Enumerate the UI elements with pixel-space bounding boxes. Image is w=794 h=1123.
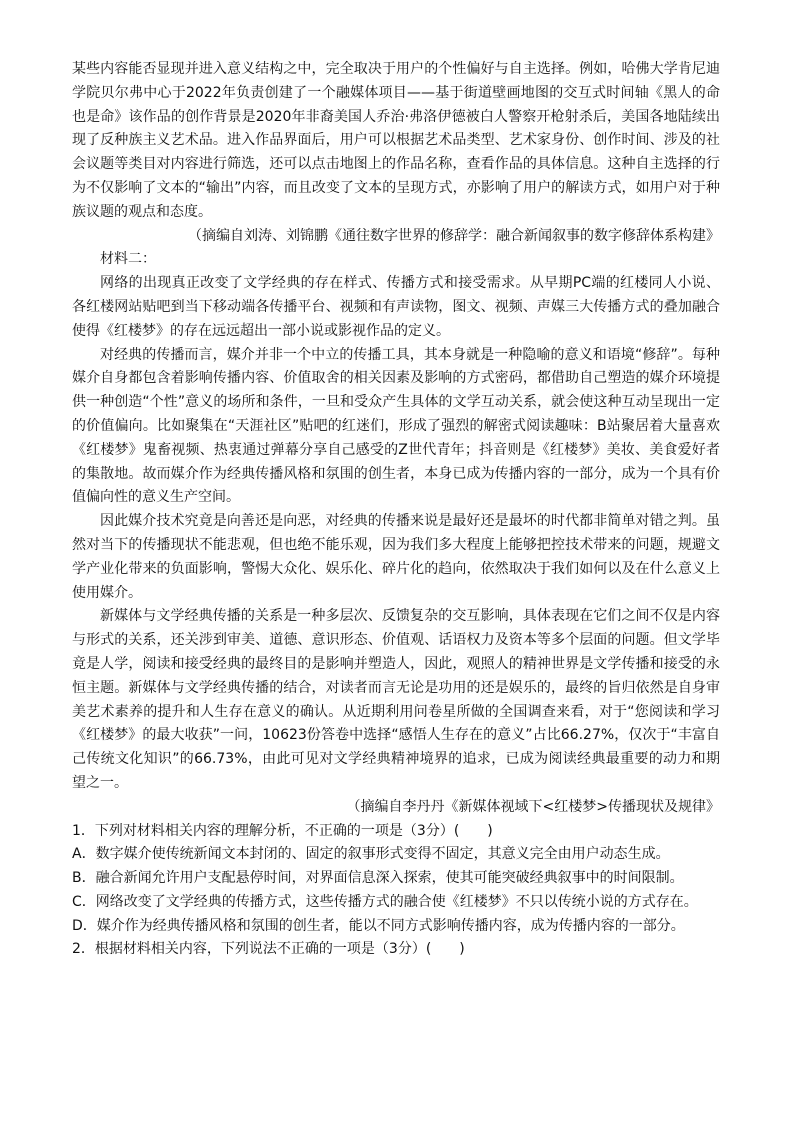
material2-paragraph: 对经典的传播而言，媒介并非一个中立的传播工具，其本身就是一种隐喻的意义和语境“修辞”。每种媒介自身都包含着影响传播内容、价值取舍的相关因素及影响的方式密码，都借助自己塑造的媒介环境提供一种创造“个性”意义的场所和条件，一旦和受众产生具体的文学互动关系，就会使这种互动呈现出一定的价值偏向。比如聚集在“天涯社区”贴吧的红迷们，形成了强烈的解密式阅读趣味：B站聚居着大量喜欢《红楼梦》鬼畜视频、热衷通过弹幕分享自己感受的Z世代青年；抖音则是《红楼梦》美妆、美食爱好者的集散地。故而媒介作为经典传播风格和氛围的创生者，本身已成为传播内容的一部分，成为一个具有价值偏向性的意义生产空间。: [72, 346, 720, 506]
material2-paragraph: 网络的出现真正改变了文学经典的存在样式、传播方式和接受需求。从早期PC端的红楼同人小说、各红楼网站贴吧到当下移动端各传播平台、视频和有声读物，图文、视频、声媒三大传播方式的叠加融合使得《红楼梦》的存在远远超出一部小说或影视作品的定义。: [72, 275, 720, 339]
question-1-option-d: D．媒介作为经典传播风格和氛围的创生者，能以不同方式影响传播内容，成为传播内容的一部分。: [72, 917, 685, 934]
material1-citation: （摘编自刘涛、刘锦鹏《通往数字世界的修辞学：融合新闻叙事的数字修辞体系构建》: [188, 227, 720, 244]
question-1-stem: 1．下列对材料相关内容的理解分析，不正确的一项是（3分）( ): [72, 822, 493, 839]
question-1-option-c: C．网络改变了文学经典的传播方式，这些传播方式的融合使《红楼梦》不只以传统小说的方式存在。: [72, 893, 698, 910]
question-1-option-b: B．融合新闻允许用户支配悬停时间，对界面信息深入探索，使其可能突破经典叙事中的时间限制。: [72, 870, 684, 887]
material2-paragraph: 因此媒介技术究竟是向善还是向恶，对经典的传播来说是最好还是最坏的时代都非简单对错之判。虽然对当下的传播现状不能悲观，但也绝不能乐观，因为我们多大程度上能够把控技术带来的问题，规避文学产业化带来的负面影响，警惕大众化、娱乐化、碎片化的趋向，依然取决于我们如何以及在什么意义上使用媒介。: [72, 513, 720, 601]
material1-continuation: 某些内容能否显现并进入意义结构之中，完全取决于用户的个性偏好与自主选择。例如，哈佛大学肯尼迪学院贝尔弗中心于2022年负责创建了一个融媒体项目——基于街道壁画地图的交互式时间轴《黑人的命也是命》该作品的创作背景是2020年非裔美国人乔治·弗洛伊德被白人警察开枪射杀后，美国各地陆续出现了反种族主义艺术品。进入作品界面后，用户可以根据艺术品类型、艺术家身份、创作时间、涉及的社会议题等类目对内容进行筛选，还可以点击地图上的作品名称，查看作品的具体信息。这种自主选择的行为不仅影响了文本的“输出”内容，而且改变了文本的呈现方式，亦影响了用户的解读方式，如用户对于种族议题的观点和态度。: [72, 61, 720, 220]
question-2-stem: 2．根据材料相关内容，下列说法不正确的一项是（3分）( ): [72, 941, 465, 958]
material2-paragraph: 新媒体与文学经典传播的关系是一种多层次、反馈复杂的交互影响，具体表现在它们之间不仅是内容与形式的关系，还关涉到审美、道德、意识形态、价值观、话语权力及资本等多个层面的问题。但文学毕竟是人学，阅读和接受经典的最终目的是影响并塑造人，因此，观照人的精神世界是文学传播和接受的永恒主题。新媒体与文学经典传播的结合，对读者而言无论是功用的还是娱乐的，最终的旨归依然是自身审美艺术素养的提升和人生存在意义的确认。从近期利用问卷星所做的全国调查来看，对于“您阅读和学习《红楼梦》的最大收获”一问，10623份答卷中选择“感悟人生存在的意义”占比66.27%，仅次于“丰富自己传统文化知识”的66.73%，由此可见对文学经典精神境界的追求，已成为阅读经典最重要的动力和期望之一。: [72, 608, 720, 791]
question-1-option-a: A．数字媒介使传统新闻文本封闭的、固定的叙事形式变得不固定，其意义完全由用户动态生成。: [72, 846, 670, 863]
material2-label: 材料二：: [100, 251, 156, 268]
material2-citation: （摘编自李丹丹《新媒体视域下<红楼梦>传播现状及规律》: [346, 798, 720, 815]
exam-page: [72, 58, 720, 962]
